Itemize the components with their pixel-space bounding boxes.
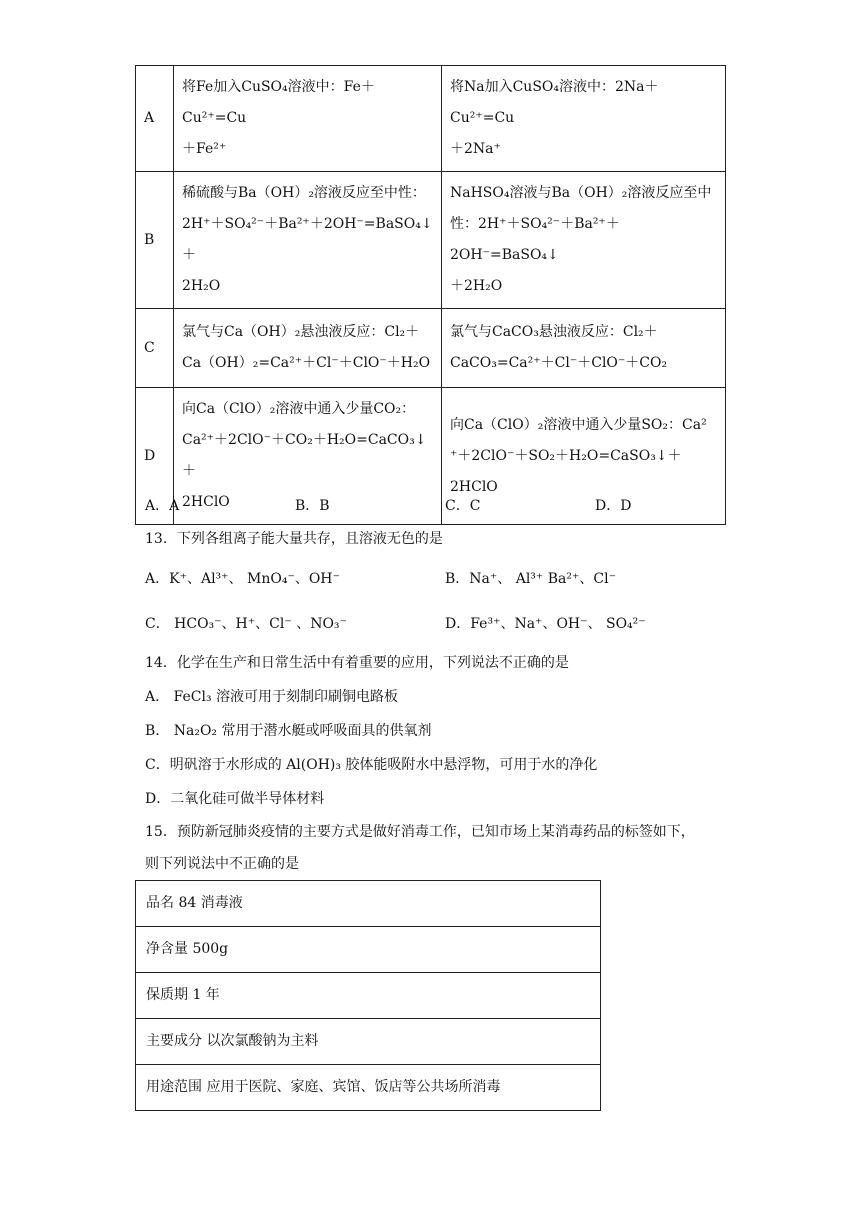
q13-option-a[interactable]: A．K⁺、Al³⁺、 MnO₄⁻、OH⁻ (145, 571, 340, 587)
cell-line: 稀硫酸与Ba（OH）₂溶液反应至中性： (182, 185, 426, 201)
cell-line: 向Ca（ClO）₂溶液中通入少量SO₂：Ca² (450, 416, 707, 433)
disinfectant-label-table (135, 880, 601, 1111)
q13-option-c[interactable]: C． HCO₃⁻、H⁺、Cl⁻ 、NO₃⁻ (145, 616, 347, 632)
cell-line: 将Fe加入CuSO₄溶液中：Fe＋Cu²⁺=Cu (182, 79, 375, 126)
q12-option-a[interactable]: A．A (145, 498, 180, 514)
cell-line: 2H⁺＋SO₄²⁻＋Ba²⁺＋2OH⁻=BaSO₄↓＋ (182, 216, 433, 263)
row-label: B (136, 172, 174, 309)
q13-stem: 13．下列各组离子能大量共存，且溶液无色的是 (145, 531, 443, 547)
label-cell: 用途范围 应用于医院、家庭、宾馆、饭店等公共场所消毒 (136, 1065, 601, 1111)
table-row (136, 1065, 601, 1111)
q12-option-c[interactable]: C．C (445, 498, 481, 514)
cell-line: Ca²⁺＋2ClO⁻＋CO₂＋H₂O=CaCO₃↓＋ (182, 432, 427, 479)
cell-right (442, 388, 726, 525)
table-row (136, 388, 726, 525)
q14-option-b[interactable]: B． Na₂O₂ 常用于潜水艇或呼吸面具的供氧剂 (145, 723, 432, 739)
table-row (136, 881, 601, 927)
cell-line: 向Ca（ClO）₂溶液中通入少量CO₂： (182, 401, 416, 417)
cell-left (174, 172, 442, 309)
cell-line: ＋Fe²⁺ (182, 141, 227, 157)
table-row (136, 927, 601, 973)
q14-option-a[interactable]: A． FeCl₃ 溶液可用于刻制印刷铜电路板 (145, 689, 399, 705)
row-label: A (136, 66, 174, 172)
q15-stem-line1: 15．预防新冠肺炎疫情的主要方式是做好消毒工作，已知市场上某消毒药品的标签如下， (145, 824, 695, 840)
q12-option-b[interactable]: B．B (295, 498, 330, 514)
q14-option-c[interactable]: C．明矾溶于水形成的 Al(OH)₃ 胶体能吸附水中悬浮物，可用于水的净化 (145, 757, 598, 773)
cell-line: 2H₂O (182, 278, 221, 294)
q14-stem: 14．化学在生产和日常生活中有着重要的应用，下列说法不正确的是 (145, 655, 569, 671)
label-cell: 保质期 1 年 (136, 973, 601, 1019)
cell-line: Ca（OH）₂=Ca²⁺＋Cl⁻＋ClO⁻＋H₂O (182, 355, 431, 371)
cell-line: ＋2H₂O (450, 278, 503, 294)
cell-line: 将Na加入CuSO₄溶液中：2Na＋Cu²⁺=Cu (450, 79, 659, 126)
cell-left (174, 309, 442, 388)
q14-option-d[interactable]: D．二氧化硅可做半导体材料 (145, 791, 325, 807)
q13-option-d[interactable]: D．Fe³⁺、Na⁺、OH⁻、 SO₄²⁻ (445, 616, 646, 632)
table-row (136, 172, 726, 309)
cell-line: 性：2H⁺＋SO₄²⁻＋Ba²⁺＋2OH⁻=BaSO₄↓ (450, 216, 620, 263)
cell-right (442, 172, 726, 309)
reaction-analogy-table (135, 65, 726, 525)
cell-right (442, 66, 726, 172)
cell-line: 氯气与CaCO₃悬浊液反应：Cl₂＋ (450, 324, 658, 340)
row-label: D (136, 388, 174, 525)
table-row (136, 309, 726, 388)
row-label: C (136, 309, 174, 388)
cell-line: 氯气与Ca（OH）₂悬浊液反应：Cl₂＋ (182, 324, 420, 340)
q15-stem-line2: 则下列说法中不正确的是 (145, 856, 299, 872)
table-row (136, 1019, 601, 1065)
label-cell: 主要成分 以次氯酸钠为主料 (136, 1019, 601, 1065)
cell-line: 2HClO (182, 494, 230, 510)
q13-option-b[interactable]: B．Na⁺、 Al³⁺ Ba²⁺、Cl⁻ (445, 571, 616, 587)
table-row (136, 66, 726, 172)
cell-right (442, 309, 726, 388)
cell-line: CaCO₃=Ca²⁺＋Cl⁻＋ClO⁻＋CO₂ (450, 355, 668, 371)
table-row (136, 973, 601, 1019)
q12-option-d[interactable]: D．D (595, 498, 632, 514)
label-cell: 净含量 500g (136, 927, 601, 973)
cell-line: ⁺＋2ClO⁻＋SO₂＋H₂O=CaSO₃↓＋2HClO (450, 447, 682, 495)
label-cell: 品名 84 消毒液 (136, 881, 601, 927)
cell-left (174, 66, 442, 172)
cell-line: ＋2Na⁺ (450, 141, 501, 157)
cell-line: NaHSO₄溶液与Ba（OH）₂溶液反应至中 (450, 185, 712, 201)
